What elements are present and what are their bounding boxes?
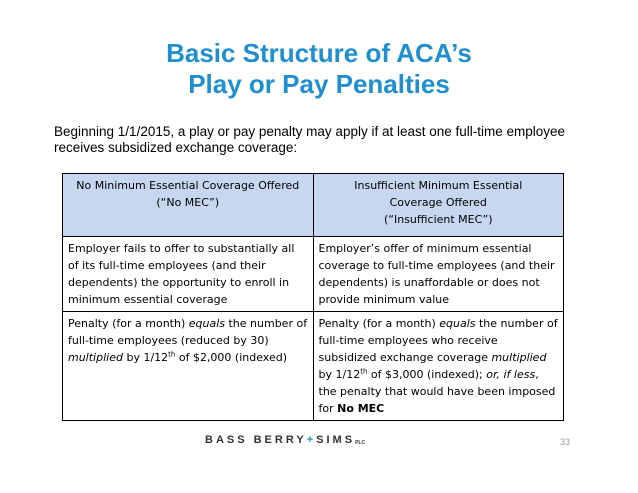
text-run: the number of full-time employees who receive subsidized exchange coverage — [318, 317, 558, 364]
header-insufficient-mec — [313, 174, 564, 237]
emphasis-or-if-less: or, if less — [486, 368, 536, 381]
text-run: by 1/12 — [318, 368, 361, 381]
page-number: 33 — [560, 437, 571, 447]
table-header-row — [63, 174, 564, 237]
brand-logo — [205, 434, 435, 446]
emphasis-equals: equals — [188, 317, 225, 330]
text-run: the number of full-time employees (reduced by 30) — [68, 317, 308, 347]
header-no-mec — [63, 174, 314, 237]
condition-insufficient-mec: Employer’s offer of minimum essential coverage to full-time employees (and their dependents) is unaffordable or does not provide minimum value — [313, 237, 564, 312]
text-run: , the penalty that would have been imposed for — [318, 368, 556, 415]
header-insufficient-line-2: Coverage Offered — [389, 196, 487, 209]
brand-text-part-1: BASS BERRY — [205, 434, 307, 446]
slide-title-line-2: Play or Pay Penalties — [188, 69, 450, 99]
header-no-mec-line-1: No Minimum Essential Coverage Offered — [76, 179, 300, 192]
text-run: of $2,000 (indexed) — [175, 351, 288, 364]
penalty-table — [62, 173, 564, 421]
brand-text-part-2: SIMS — [316, 434, 356, 446]
text-run: Penalty (for a month) — [318, 317, 440, 330]
text-run: by 1/12 — [122, 351, 169, 364]
emphasis-equals: equals — [439, 317, 476, 330]
emphasis-multiplied: multiplied — [491, 351, 547, 364]
table-row — [63, 237, 564, 312]
superscript-th: th — [360, 367, 368, 376]
text-run: of $3,000 (indexed); — [367, 368, 487, 381]
bold-no-mec: No MEC — [337, 402, 385, 415]
header-insufficient-line-1: Insufficient Minimum Essential — [354, 179, 523, 192]
emphasis-multiplied: multiplied — [68, 351, 123, 364]
superscript-th: th — [168, 350, 176, 359]
slide-title — [0, 38, 638, 100]
header-insufficient-line-3: (“Insufficient MEC”) — [383, 213, 493, 226]
text-run: Penalty (for a month) — [68, 317, 189, 330]
intro-text: Beginning 1/1/2015, a play or pay penalty may apply if at least one full-time employee receives subsidized exchange coverage: — [54, 124, 566, 155]
table-row — [63, 312, 564, 421]
brand-plus-icon: + — [306, 434, 317, 446]
penalty-insufficient-mec — [313, 312, 564, 421]
header-no-mec-line-2: (“No MEC”) — [156, 196, 220, 209]
condition-no-mec: Employer fails to offer to substantially all of its full-time employees (and their dependents) the opportunity to enroll in minimum essential coverage — [63, 237, 314, 312]
brand-suffix: PLC — [355, 440, 366, 446]
slide-title-line-1: Basic Structure of ACA’s — [166, 38, 472, 68]
penalty-no-mec — [63, 312, 314, 421]
